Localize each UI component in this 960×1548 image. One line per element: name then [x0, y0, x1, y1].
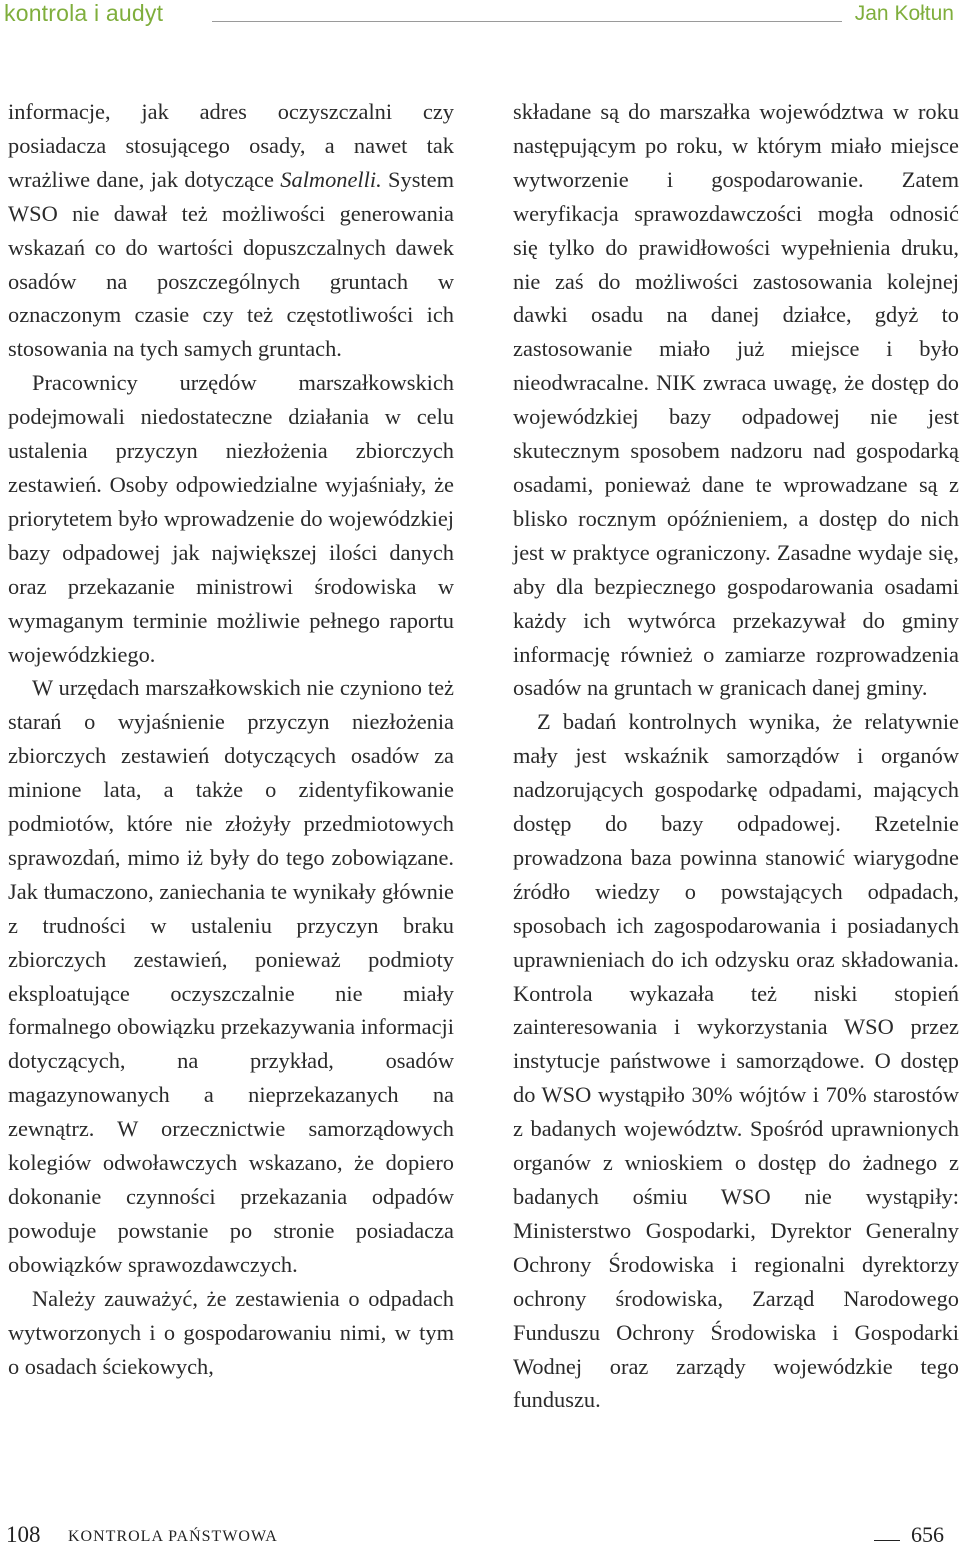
page-number: 108 [6, 1522, 41, 1547]
issue-code: 656 [911, 1522, 944, 1547]
author-name: Jan Kołtun [854, 2, 954, 25]
section-title: kontrola i audyt [4, 0, 164, 26]
italic-term: Salmonelli. [280, 166, 382, 192]
paragraph: Z badań kontrolnych wynika, że relatywnie mały jest wskaźnik samorządów i organów nadzorujących gospodarkę odpadami, mających dostęp do bazy odpadowej. Rzetelnie prowadzona baza powinna stanowić wiarygodne źródło wiedzy o powstających odpadach, sposobach ich zagospodarowania i posiadanych uprawnieniach do ich odzysku oraz składowania. Kontrola wykazała też niski stopień zainteresowania i wykorzystania WSO przez instytucje państwowe i samorządowe. O dostęp do WSO wystąpiło 30% wójtów i 70% starostów z badanych województw. Spośród uprawnionych organów z wnioskiem o dostęp do żadnego z badanych ośmiu WSO nie wystąpiły: Ministerstwo Gospodarki, Dyrektor Generalny Ochrony Środowiska i regionalni dyrektorzy ochrony środowiska, Zarząd Narodowego Funduszu Ochrony Środowiska i Gospodarki Wodnej oraz zarządy wojewódzkie tego funduszu. [513, 709, 959, 1413]
paragraph: Należy zauważyć, że zestawienia o odpadach wytworzonych i o gospodarowaniu nimi, w tym o osadach ściekowych, [8, 1285, 454, 1379]
right-column [513, 95, 959, 1417]
publication-name: KONTROLA PAŃSTWOWA [68, 1528, 278, 1545]
left-column [8, 95, 454, 1383]
paragraph: składane są do marszałka województwa w roku następującym po roku, w którym miało miejsce wytworzenie i gospodarowanie. Zatem weryfikacja sprawozdawczości mogła odnosić się tylko do prawidłowości wypełnienia druku, nie zaś do możliwości zastosowania kolejnej dawki osadu na danej działce, gdyż to zastosowanie miało już miejsce i było nieodwracalne. NIK zwraca uwagę, że dostęp do wojewódzkiej bazy odpadowej nie jest skutecznym sposobem nadzoru nad gospodarką osadami, ponieważ dane te wprowadzane są z blisko rocznym opóźnieniem, a dostęp do nich jest w praktyce ograniczony. Zasadne wydaje się, aby dla bezpiecznego gospodarowania osadami każdy ich wytwórca przekazywał do gminy informację również o zamiarze rozprowadzenia osadów na gruntach w granicach danej gminy. [513, 99, 959, 701]
header-rule [212, 21, 842, 22]
footer-rule [874, 1540, 900, 1541]
paragraph: informacje, jak adres oczyszczalni czy posiadacza stosującego osady, a nawet tak wrażliwe dane, jak dotyczące Salmonelli. System WSO nie dawał też możliwości generowania wskazań co do wartości dopuszczalnych dawek osadów na poszczególnych gruntach w oznaczonym czasie czy też częstotliwości ich stosowania na tych samych gruntach. [8, 99, 454, 362]
paragraph: W urzędach marszałkowskich nie czyniono też starań o wyjaśnienie przyczyn niezłożenia zbiorczych zestawień dotyczących osadów za minione lata, a także o zidentyfikowanie podmiotów, które nie złożyły przedmiotowych sprawozdań, mimo iż były do tego zobowiązane. Jak tłumaczono, zaniechania te wynikały głównie z trudności w ustaleniu przyczyn braku zbiorczych zestawień, ponieważ podmioty eksploatujące oczyszczalnie nie miały formalnego obowiązku przekazywania informacji dotyczących, na przykład, osadów magazynowanych a nieprzekazanych na zewnątrz. W orzecznictwie samorządowych kolegiów odwoławczych wskazano, że dopiero dokonanie czynności przekazania odpadów powoduje powstanie po stronie posiadacza obowiązków sprawozdawczych. [8, 675, 454, 1277]
page-header [0, 0, 960, 34]
page-footer [0, 1520, 960, 1548]
paragraph: Pracownicy urzędów marszałkowskich podejmowali niedostateczne działania w celu ustalenia przyczyn niezłożenia zbiorczych zestawień. Osoby odpowiedzialne wyjaśniały, że priorytetem było wprowadzenie do wojewódzkiej bazy odpadowej jak największej ilości danych oraz przekazanie ministrowi środowiska w wymaganym terminie możliwie pełnego raportu wojewódzkiego. [8, 370, 454, 667]
